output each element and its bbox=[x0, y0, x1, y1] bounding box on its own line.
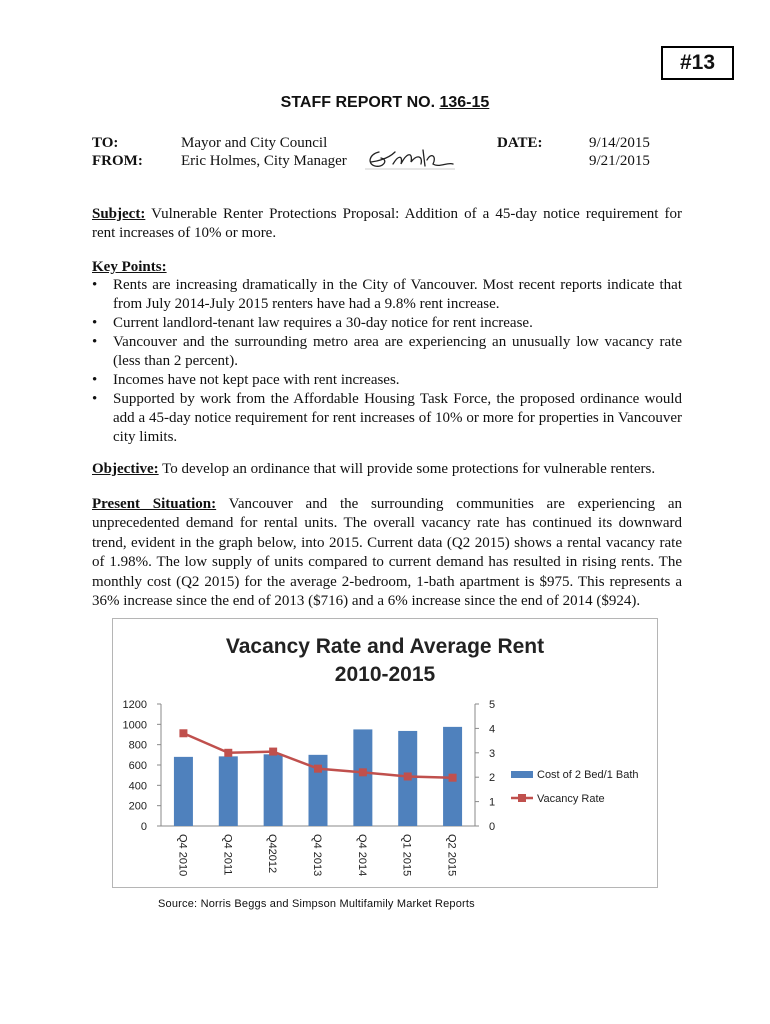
vacancy-rate-marker bbox=[359, 768, 367, 776]
rent-bar bbox=[264, 754, 283, 826]
from-value: Eric Holmes, City Manager bbox=[181, 153, 347, 169]
left-axis-tick-label: 200 bbox=[128, 800, 147, 813]
right-axis-tick-label: 5 bbox=[489, 699, 496, 711]
vacancy-rate-marker bbox=[314, 765, 322, 773]
x-axis-tick-label: Q1 2015 bbox=[400, 834, 413, 877]
right-axis-tick-label: 1 bbox=[489, 796, 496, 809]
key-points-label: Key Points: bbox=[92, 259, 167, 275]
key-point-item: • Supported by work from the Affordable Housing Task Force, the proposed ordinance would add a 45-day notice requirement for rent increases of 10% or more for properties in Vancouver city limits. bbox=[92, 390, 682, 447]
x-axis-tick-label: Q4 2010 bbox=[176, 834, 189, 877]
chart-title-line-1: Vacancy Rate and Average Rent bbox=[225, 635, 545, 658]
key-point-item: • Current landlord-tenant law requires a 30-day notice for rent increase. bbox=[92, 314, 682, 333]
legend-swatch-rent bbox=[511, 771, 533, 778]
key-point-item: • Vancouver and the surrounding metro area are experiencing an unusually low vacancy rate (less than 2 percent). bbox=[92, 333, 682, 371]
subject-text: Vulnerable Renter Protections Proposal: Addition of a 45-day notice requirement for rent increases of 10% or more. bbox=[92, 206, 682, 242]
rent-bar bbox=[174, 757, 193, 826]
right-axis-tick-label: 3 bbox=[489, 747, 496, 760]
x-axis-tick-label: Q4 2014 bbox=[355, 834, 368, 877]
left-axis-tick-label: 1200 bbox=[122, 699, 147, 711]
left-axis-tick-label: 400 bbox=[128, 780, 147, 793]
legend-label-rent: Cost of 2 Bed/1 Bath bbox=[537, 769, 639, 781]
date-first: 9/14/2015 bbox=[589, 135, 650, 151]
left-axis-tick-label: 800 bbox=[128, 739, 147, 752]
date-label: DATE: bbox=[497, 135, 543, 151]
vacancy-rent-chart bbox=[112, 618, 658, 888]
date-second: 9/21/2015 bbox=[589, 153, 650, 169]
vacancy-rate-marker bbox=[449, 774, 457, 782]
report-number: 136-15 bbox=[439, 94, 490, 111]
legend-label-vacancy: Vacancy Rate bbox=[537, 793, 605, 805]
report-title-prefix: STAFF REPORT NO. bbox=[280, 94, 440, 111]
objective-label: Objective: bbox=[92, 461, 159, 477]
page-title bbox=[0, 94, 770, 112]
x-axis-tick-label: Q4 2011 bbox=[221, 834, 234, 876]
left-axis-tick-label: 600 bbox=[128, 760, 147, 772]
key-point-item: • Incomes have not kept pace with rent increases. bbox=[92, 371, 682, 390]
chart-source-note: Source: Norris Beggs and Simpson Multifamily Market Reports bbox=[158, 898, 475, 910]
present-situation-label: Present Situation: bbox=[92, 496, 217, 512]
to-label: TO: bbox=[92, 135, 119, 151]
vacancy-rate-marker bbox=[179, 729, 187, 737]
key-points-list bbox=[92, 276, 682, 447]
vacancy-rate-marker bbox=[404, 772, 412, 780]
signature-image bbox=[365, 142, 455, 176]
right-axis-tick-label: 0 bbox=[489, 821, 496, 833]
subject-label: Subject: bbox=[92, 206, 146, 222]
subject-paragraph bbox=[92, 205, 682, 244]
objective-text: To develop an ordinance that will provide some protections for vulnerable renters. bbox=[158, 461, 656, 477]
chart-svg bbox=[113, 619, 657, 887]
present-situation-text: Vancouver and the surrounding communities are experiencing an unprecedented demand for rental units. The overall vacancy rate has continued its downward trend, evident in the graph below, into 2015. Current data (Q2 2015) shows a rental vacancy rate of 1.98%. The low supply of units compared to current demand has resulted in rising rents. The monthly cost (Q2 2015) for the average 2-bedroom, 1-bath apartment is $975. This represents a 36% increase since the end of 2013 ($716) and a 6% increase since the end of 2014 ($924). bbox=[92, 496, 683, 610]
key-point-item: • Rents are increasing dramatically in the City of Vancouver. Most recent reports indicate that from July 2014-July 2015 renters have had a 9.8% rent increase. bbox=[92, 276, 682, 314]
rent-bar bbox=[219, 756, 238, 826]
vacancy-rate-marker bbox=[269, 748, 277, 756]
chart-title-line-2: 2010-2015 bbox=[334, 663, 436, 686]
legend-marker-vacancy bbox=[518, 794, 526, 802]
key-points-heading bbox=[92, 258, 682, 277]
right-axis-tick-label: 4 bbox=[489, 723, 496, 736]
rent-bar bbox=[353, 729, 372, 826]
left-axis-tick-label: 0 bbox=[140, 821, 147, 833]
x-axis-tick-label: Q42012 bbox=[266, 834, 279, 874]
objective-paragraph bbox=[92, 460, 682, 479]
to-value: Mayor and City Council bbox=[181, 135, 328, 151]
present-situation-paragraph bbox=[92, 495, 682, 611]
from-label: FROM: bbox=[92, 153, 143, 169]
right-axis-tick-label: 2 bbox=[489, 772, 496, 785]
x-axis-tick-label: Q2 2015 bbox=[445, 834, 458, 877]
vacancy-rate-marker bbox=[224, 749, 232, 757]
left-axis-tick-label: 1000 bbox=[122, 719, 147, 732]
report-number-badge: #13 bbox=[661, 46, 734, 80]
x-axis-tick-label: Q4 2013 bbox=[311, 834, 323, 877]
